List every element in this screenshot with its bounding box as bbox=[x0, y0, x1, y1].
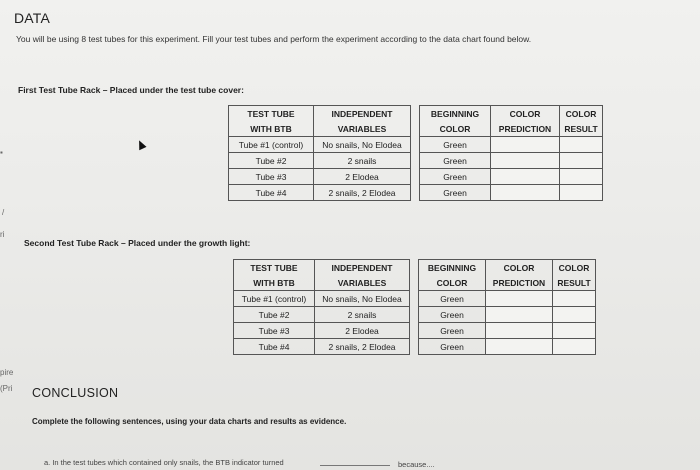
tube-cell: Tube #3 bbox=[234, 323, 315, 339]
header-independent: INDEPENDENT bbox=[315, 260, 410, 276]
result-cell[interactable] bbox=[560, 153, 603, 169]
variables-cell: 2 snails, 2 Elodea bbox=[315, 339, 410, 355]
table-row bbox=[229, 137, 603, 153]
header-prediction: COLOR bbox=[486, 260, 553, 276]
mouse-cursor-icon bbox=[135, 139, 146, 151]
variables-cell: No snails, No Elodea bbox=[315, 291, 410, 307]
variables-cell: 2 Elodea bbox=[314, 169, 411, 185]
table-row bbox=[234, 291, 596, 307]
conclusion-heading: CONCLUSION bbox=[32, 386, 119, 400]
beginning-cell: Green bbox=[419, 307, 486, 323]
tube-cell: Tube #3 bbox=[229, 169, 314, 185]
margin-mark-ri: ri bbox=[0, 230, 5, 239]
table-header-row bbox=[229, 121, 603, 137]
tube-cell: Tube #4 bbox=[234, 339, 315, 355]
margin-mark-dot: ▪ bbox=[0, 148, 3, 157]
table-row bbox=[234, 323, 596, 339]
header-beginning-2: COLOR bbox=[419, 275, 486, 291]
conclusion-instructions: Complete the following sentences, using your data charts and results as evidence. bbox=[32, 417, 347, 426]
beginning-cell: Green bbox=[419, 291, 486, 307]
page-title: DATA bbox=[14, 10, 51, 26]
beginning-cell: Green bbox=[420, 169, 491, 185]
header-prediction-2: PREDICTION bbox=[491, 121, 560, 137]
answer-blank[interactable] bbox=[320, 465, 390, 466]
header-test-tube: TEST TUBE bbox=[234, 260, 315, 276]
result-cell[interactable] bbox=[553, 339, 596, 355]
margin-mark-pri: (Pri bbox=[0, 384, 13, 393]
tube-cell: Tube #2 bbox=[234, 307, 315, 323]
beginning-cell: Green bbox=[420, 153, 491, 169]
tube-cell: Tube #4 bbox=[229, 185, 314, 201]
variables-cell: 2 snails, 2 Elodea bbox=[314, 185, 411, 201]
rack2-label: Second Test Tube Rack – Placed under the growth light: bbox=[24, 238, 251, 248]
table-header-row bbox=[229, 106, 603, 122]
prediction-cell[interactable] bbox=[486, 323, 553, 339]
because-text: because.... bbox=[398, 460, 435, 469]
variables-cell: No snails, No Elodea bbox=[314, 137, 411, 153]
rack1-label: First Test Tube Rack – Placed under the test tube cover: bbox=[18, 85, 244, 95]
beginning-cell: Green bbox=[419, 323, 486, 339]
prediction-cell[interactable] bbox=[486, 307, 553, 323]
table-row bbox=[229, 153, 603, 169]
result-cell[interactable] bbox=[560, 185, 603, 201]
header-beginning: BEGINNING bbox=[420, 106, 491, 122]
header-test-tube-2: WITH BTB bbox=[234, 275, 315, 291]
intro-text: You will be using 8 test tubes for this experiment. Fill your test tubes and perform the experiment according to the data chart found below. bbox=[16, 34, 532, 44]
result-cell[interactable] bbox=[553, 307, 596, 323]
sentence-a: a. In the test tubes which contained only snails, the BTB indicator turned bbox=[44, 458, 284, 467]
variables-cell: 2 snails bbox=[314, 153, 411, 169]
rack1-table bbox=[228, 105, 603, 201]
tube-cell: Tube #1 (control) bbox=[234, 291, 315, 307]
header-result-2: RESULT bbox=[553, 275, 596, 291]
table-row bbox=[229, 185, 603, 201]
header-prediction: COLOR bbox=[491, 106, 560, 122]
header-beginning: BEGINNING bbox=[419, 260, 486, 276]
header-result: COLOR bbox=[560, 106, 603, 122]
beginning-cell: Green bbox=[420, 137, 491, 153]
table-header-row bbox=[234, 260, 596, 276]
result-cell[interactable] bbox=[560, 169, 603, 185]
beginning-cell: Green bbox=[419, 339, 486, 355]
prediction-cell[interactable] bbox=[486, 339, 553, 355]
table-row bbox=[234, 339, 596, 355]
header-test-tube: TEST TUBE bbox=[229, 106, 314, 122]
header-test-tube-2: WITH BTB bbox=[229, 121, 314, 137]
tube-cell: Tube #1 (control) bbox=[229, 137, 314, 153]
margin-mark-pire: pire bbox=[0, 368, 14, 377]
header-independent-2: VARIABLES bbox=[314, 121, 411, 137]
prediction-cell[interactable] bbox=[491, 185, 560, 201]
header-independent: INDEPENDENT bbox=[314, 106, 411, 122]
prediction-cell[interactable] bbox=[491, 137, 560, 153]
table-header-row bbox=[234, 275, 596, 291]
prediction-cell[interactable] bbox=[491, 169, 560, 185]
margin-mark-slash: / bbox=[2, 208, 5, 217]
header-independent-2: VARIABLES bbox=[315, 275, 410, 291]
rack2-table bbox=[233, 259, 596, 355]
result-cell[interactable] bbox=[553, 323, 596, 339]
variables-cell: 2 snails bbox=[315, 307, 410, 323]
table-row bbox=[234, 307, 596, 323]
beginning-cell: Green bbox=[420, 185, 491, 201]
prediction-cell[interactable] bbox=[491, 153, 560, 169]
variables-cell: 2 Elodea bbox=[315, 323, 410, 339]
tube-cell: Tube #2 bbox=[229, 153, 314, 169]
header-beginning-2: COLOR bbox=[420, 121, 491, 137]
result-cell[interactable] bbox=[553, 291, 596, 307]
table-row bbox=[229, 169, 603, 185]
result-cell[interactable] bbox=[560, 137, 603, 153]
prediction-cell[interactable] bbox=[486, 291, 553, 307]
header-result-2: RESULT bbox=[560, 121, 603, 137]
header-result: COLOR bbox=[553, 260, 596, 276]
header-prediction-2: PREDICTION bbox=[486, 275, 553, 291]
